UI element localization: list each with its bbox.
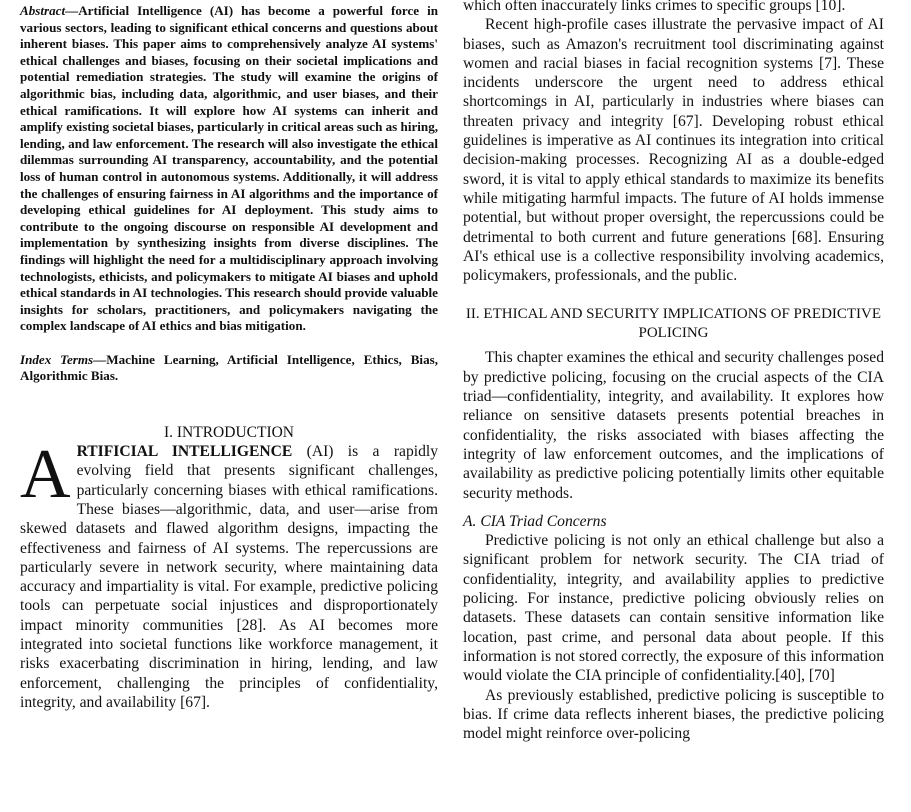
introduction-lead-caps: RTIFICIAL INTELLIGENCE <box>76 443 293 461</box>
introduction-heading: I. INTRODUCTION <box>163 424 294 442</box>
abstract-text: Artificial Intelligence (AI) has become a powerful force in various sectors, leading to significant ethical concerns and questions about inherent biases. This paper aims to comprehensively analyze AI systems' ethical challenges and biases, focusing on their societal implications and potential remediation strategies. The study will examine the origins of algorithmic bias, including data, algorithmic, and user biases, and their ethical ramifications. It will explore how AI systems can inherit and amplify existing societal biases, particularly in critical areas such as hiring, lending, and law enforcement. The research will also investigate the ethical dilemmas surrounding AI transparency, accountability, and the potential loss of human control in autonomous systems. Additionally, it will address the challenges of ensuring fairness in AI algorithms and the importance of developing ethical guidelines for AI deployment. This study aims to contribute to the ongoing discourse on responsible AI development and implementation by synthesizing insights from diverse disciplines. The findings will highlight the need for a multidisciplinary approach involving technologists, ethicists, and policymakers to mitigate AI biases and uphold ethical standards in AI technologies. This research should provide valuable insights for scholars, practitioners, and policymakers navigating the complex landscape of AI ethics and bias mitigation. <box>20 3 439 334</box>
abstract-dash: — <box>65 3 79 18</box>
index-terms-dash: — <box>93 351 107 367</box>
section-2-heading-line1: II. ETHICAL AND SECURITY IMPLICATIONS OF PREDICTIVE <box>465 306 882 323</box>
introduction-text: (AI) is a rapidly evolving field that presents significant challenges, particularly concerning biases with ethical ramifications. These biases—algorithmic, data, and user—arise from skewed datasets and flawed algorithm designs, impacting the effectiveness and fairness of AI systems. The repercussions are particularly severe in network security, where maintaining data accuracy and impartiality is vital. For example, predictive policing tools can perpetuate social injustices and disproportionately impact minority communities [28]. As AI becomes more integrated into societal functions like workforce management, it risks exacerbating discrimination in hiring, lending, and law enforcement, challenging the principles of confidentiality, integrity, and availability [67]. <box>20 443 438 711</box>
drop-cap: A <box>20 436 71 514</box>
introduction-paragraph <box>20 436 438 712</box>
section-2-heading <box>463 305 884 343</box>
continued-paragraph: which often inaccurately links crimes to specific groups [10]. <box>463 0 846 14</box>
abstract-label: Abstract <box>20 3 66 18</box>
right-column <box>463 0 884 743</box>
subsection-a-paragraph-1: Predictive policing is not only an ethical challenge but also a significant problem for network security. The CIA triad of confidentiality, integrity, and availability applies to predictive policing. For instance, predictive policing obviously relies on datasets. These datasets can contain sensitive information like location, past crime, and personal data about people. If this information is not stored correctly, the exposure of this information would violate the CIA principle of confidentiality.[40], [70] <box>463 532 884 685</box>
subsection-a-paragraph-2: As previously established, predictive policing is susceptible to bias. If crime data reflects inherent biases, the predictive policing model might reinforce over-policing <box>463 686 884 743</box>
index-terms-label: Index Terms <box>20 351 94 367</box>
index-terms-text: Machine Learning, Artificial Intelligence, Ethics, Bias, Algorithmic Bias. <box>20 351 438 384</box>
section-2-paragraph: This chapter examines the ethical and security challenges posed by predictive policing, focusing on the crucial aspects of the CIA triad—confidentiality, integrity, and availability. It explores how reliance on sensitive datasets presents potential breaches in confidentiality, the risks associated with biases affecting the integrity of law enforcement outcomes, and the implications of availability as predictive policing potentially limits other equitable security methods. <box>463 349 884 502</box>
abstract <box>20 0 438 335</box>
index-terms <box>20 352 438 385</box>
recent-cases-paragraph: Recent high-profile cases illustrate the pervasive impact of AI biases, such as Amazon's recruitment tool discriminating against women and racial biases in facial recognition systems [7]. These incidents underscore the urgent need to address ethical shortcomings in AI, particularly in industries where biases can threaten privacy and integrity [67]. Developing robust ethical guidelines is imperative as AI continues its integration into critical decision-making processes. Recognizing AI as a double-edged sword, it is vital to apply ethical standards to maximize its benefits while mitigating harmful impacts. The future of AI holds immense potential, but without proper oversight, the repercussions could be detrimental to both current and future generations [68]. Ensuring AI's ethical use is a collective responsibility involving academics, policymakers, professionals, and the public. <box>463 16 884 285</box>
subsection-a-heading: A. CIA Triad Concerns <box>463 512 607 530</box>
section-2-heading-line2: POLICING <box>638 325 709 342</box>
left-column <box>20 0 438 712</box>
